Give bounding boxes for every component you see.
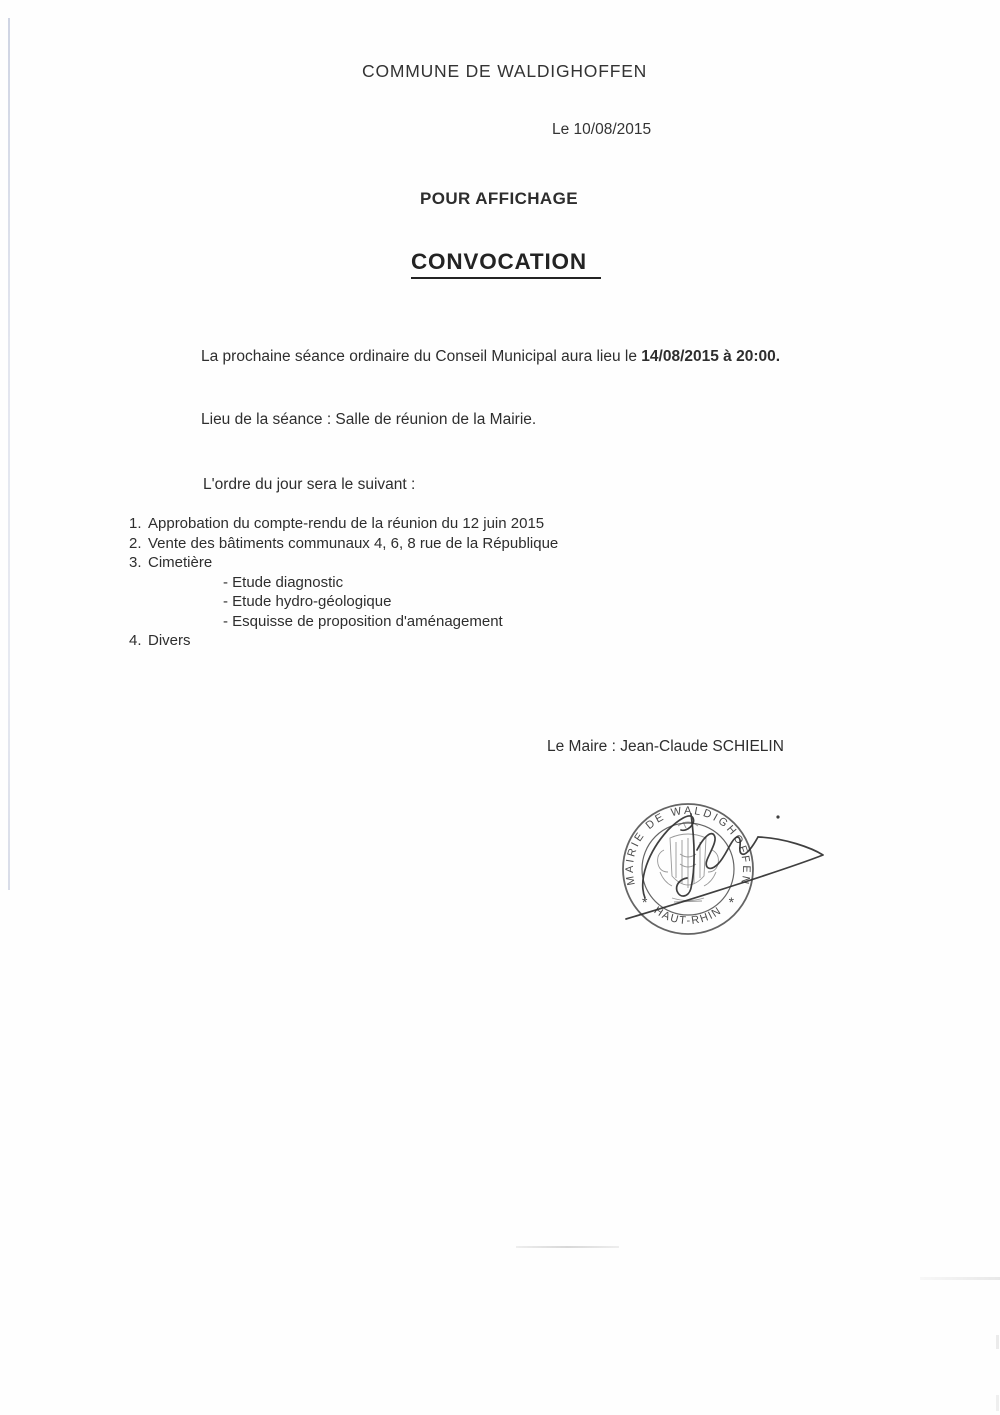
date-line: Le 10/08/2015 — [552, 121, 652, 138]
agenda-item-4 — [129, 631, 749, 651]
scan-artifact-right-tick — [996, 1335, 999, 1349]
agenda-list — [129, 514, 749, 651]
stamp-star-left: * — [641, 894, 648, 910]
agenda-subitem-3: - Esquisse de proposition d'aménagement — [223, 612, 503, 630]
agenda-item-text: Divers — [148, 632, 191, 649]
display-notice-label: POUR AFFICHAGE — [420, 189, 578, 208]
scan-artifact-bottom-line — [516, 1246, 619, 1248]
seance-location-line: Lieu de la séance : Salle de réunion de la Mairie. — [201, 411, 537, 428]
official-stamp — [590, 780, 890, 960]
agenda-item-number: 3. — [129, 554, 142, 571]
agenda-item-1 — [129, 514, 749, 534]
agenda-item-number: 1. — [129, 515, 142, 532]
agenda-item-3 — [129, 553, 749, 573]
stamp-star-right: * — [728, 894, 735, 910]
intro-text-bold-datetime: 14/08/2015 à 20:00. — [641, 348, 781, 365]
agenda-subitem-1: - Etude diagnostic — [223, 573, 344, 591]
intro-paragraph — [201, 344, 841, 370]
agenda-item-number: 4. — [129, 632, 142, 649]
agenda-item-2 — [129, 534, 749, 554]
intro-text-normal: La prochaine séance ordinaire du Conseil Municipal aura lieu le — [201, 348, 642, 365]
scan-artifact-bottom-right-line — [920, 1277, 1000, 1280]
scan-artifact-right-tick — [996, 1395, 999, 1411]
agenda-subitem-2: - Etude hydro-géologique — [223, 593, 392, 610]
agenda-item-text: Cimetière — [148, 554, 213, 571]
mayor-signature-line: Le Maire : Jean-Claude SCHIELIN — [547, 738, 784, 755]
agenda-item-text: Approbation du compte-rendu de la réunion du 12 juin 2015 — [148, 515, 545, 532]
scan-artifact-left-edge — [8, 18, 10, 890]
agenda-heading: L'ordre du jour sera le suivant : — [203, 476, 416, 493]
stamp-and-signature-graphic — [590, 780, 890, 960]
agenda-item-text: Vente des bâtiments communaux 4, 6, 8 rue de la République — [148, 534, 559, 552]
stamp-bottom-text-path: HAUT-RHIN — [651, 904, 725, 928]
document-title: CONVOCATION — [411, 249, 601, 279]
agenda-item-number: 2. — [129, 534, 142, 552]
commune-header: COMMUNE DE WALDIGHOFFEN — [362, 61, 648, 81]
stamp-top-text-path: MAIRIE DE WALDIGHOFFEN — [623, 804, 753, 888]
